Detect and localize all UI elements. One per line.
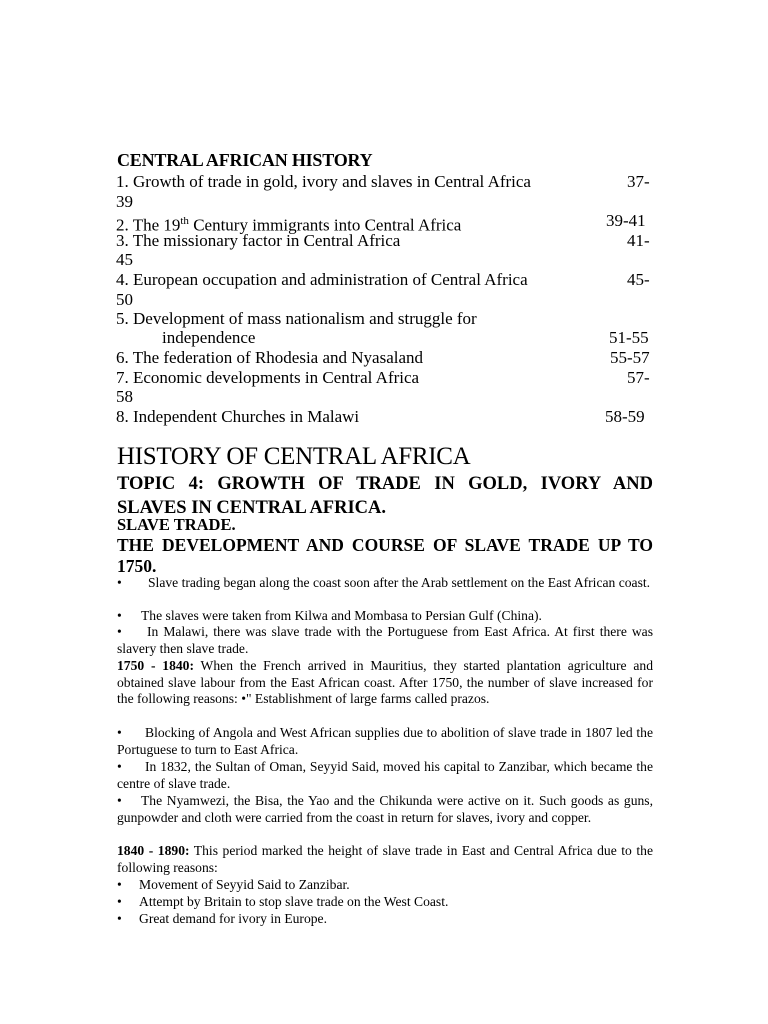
toc-item-text: 4. European occupation and administration of Central Africa	[116, 270, 528, 289]
toc-item-pages: 45-	[627, 270, 650, 289]
body-paragraph	[117, 793, 653, 826]
toc-item-1-pages-wrap	[116, 192, 656, 212]
paragraph-text: Great demand for ivory in Europe.	[139, 911, 327, 926]
body-paragraph	[117, 911, 653, 928]
toc-item-pages: 51-55	[609, 328, 649, 347]
toc-item-text: 5. Development of mass nationalism and struggle for	[116, 309, 477, 328]
toc-item-4	[116, 270, 656, 290]
bullet-icon: •	[117, 793, 122, 808]
body-paragraph	[117, 877, 653, 894]
toc-item-1	[116, 172, 656, 192]
toc-item-5	[116, 309, 656, 329]
toc-item-pages: 37-	[627, 172, 650, 191]
bullet-icon: •	[117, 911, 122, 926]
toc-item-text-pre: 2. The 19	[116, 215, 181, 235]
toc-item-pages: 58-59	[605, 407, 645, 426]
toc-item-text: 8. Independent Churches in Malawi	[116, 407, 360, 426]
toc-item-7-pages-wrap	[116, 387, 656, 407]
toc-item-text: 3. The missionary factor in Central Africa	[116, 231, 401, 250]
paragraph-text: In Malawi, there was slave trade with the Portuguese from East Africa. At first there was slavery then slave trade.	[117, 624, 653, 656]
bullet-icon: •	[117, 877, 122, 892]
toc-item-8	[116, 407, 656, 427]
paragraph-text: Movement of Seyyid Said to Zanzibar.	[139, 877, 350, 892]
toc-item-pages: 55-57	[610, 348, 650, 367]
paragraph-text: When the French arrived in Mauritius, they started plantation agriculture and obtained slave labour from the East African coast. After 1750, the number of slave increased for the following reasons: •" Establishment of large farms called prazos.	[117, 658, 653, 707]
paragraph-text: The slaves were taken from Kilwa and Mombasa to Persian Gulf (China).	[141, 608, 542, 623]
paragraph-text: The Nyamwezi, the Bisa, the Yao and the Chikunda were active on it. Such goods as guns, gunpowder and cloth were carried from the coast in return for slaves, ivory and copper.	[117, 793, 653, 825]
period-label: 1840 - 1890:	[117, 843, 190, 858]
toc-item-3-pages-wrap	[116, 250, 656, 270]
toc-item-superscript: th	[180, 215, 189, 227]
toc-item-5-cont	[116, 328, 656, 348]
paragraph-text: Attempt by Britain to stop slave trade on the West Coast.	[139, 894, 449, 909]
bullet-icon: •	[117, 575, 122, 590]
paragraph-text: This period marked the height of slave trade in East and Central Africa due to the following reasons:	[117, 843, 653, 875]
toc-item-text: 7. Economic developments in Central Africa	[116, 368, 420, 387]
toc-item-text-continued: independence	[162, 328, 256, 347]
toc-item-4-pages-wrap	[116, 290, 656, 310]
toc-item-pages: 41-	[627, 231, 650, 250]
bullet-icon: •	[117, 894, 122, 909]
body-paragraph	[117, 759, 653, 792]
body-paragraph	[117, 894, 653, 911]
bullet-icon: •	[117, 608, 122, 623]
toc-item-pages-continued: 50	[116, 290, 133, 309]
body-paragraph	[117, 608, 653, 625]
body-paragraph	[117, 843, 653, 876]
paragraph-text: In 1832, the Sultan of Oman, Seyyid Said, moved his capital to Zanzibar, which became the centre of slave trade.	[117, 759, 653, 791]
toc-item-text: 6. The federation of Rhodesia and Nyasaland	[116, 348, 424, 367]
body-paragraph	[117, 658, 653, 708]
toc-item-pages-continued: 39	[116, 192, 133, 211]
body-paragraph	[117, 725, 653, 758]
toc-heading: CENTRAL AFRICAN HISTORY	[117, 150, 373, 170]
body-paragraph	[117, 624, 653, 657]
period-label: 1750 - 1840:	[117, 658, 194, 673]
toc-item-pages-continued: 45	[116, 250, 133, 269]
toc-item-text: 1. Growth of trade in gold, ivory and slaves in Central Africa	[116, 172, 531, 191]
bullet-icon: •	[117, 624, 122, 639]
section-title: HISTORY OF CENTRAL AFRICA	[117, 443, 471, 470]
toc-item-text-post: Century immigrants into Central Africa	[188, 215, 462, 235]
subtopic-heading: THE DEVELOPMENT AND COURSE OF SLAVE TRADE UP TO 1750.	[117, 535, 653, 576]
paragraph-text: Slave trading began along the coast soon after the Arab settlement on the East African coast.	[148, 575, 651, 590]
paragraph-text: Blocking of Angola and West African supplies due to abolition of slave trade in 1807 led the Portuguese to turn to East Africa.	[117, 725, 653, 757]
bullet-icon: •	[117, 725, 122, 740]
toc-item-6	[116, 348, 656, 368]
toc-item-7	[116, 368, 656, 388]
toc-item-pages: 57-	[627, 368, 650, 387]
toc-item-pages-continued: 58	[116, 387, 133, 406]
topic-heading: TOPIC 4: GROWTH OF TRADE IN GOLD, IVORY AND SLAVES IN CENTRAL AFRICA.	[117, 474, 653, 518]
body-paragraph	[117, 575, 653, 592]
subheading: SLAVE TRADE.	[117, 515, 236, 534]
bullet-icon: •	[117, 759, 122, 774]
toc-item-3	[116, 231, 656, 251]
toc-item-pages: 39-41	[606, 211, 646, 230]
